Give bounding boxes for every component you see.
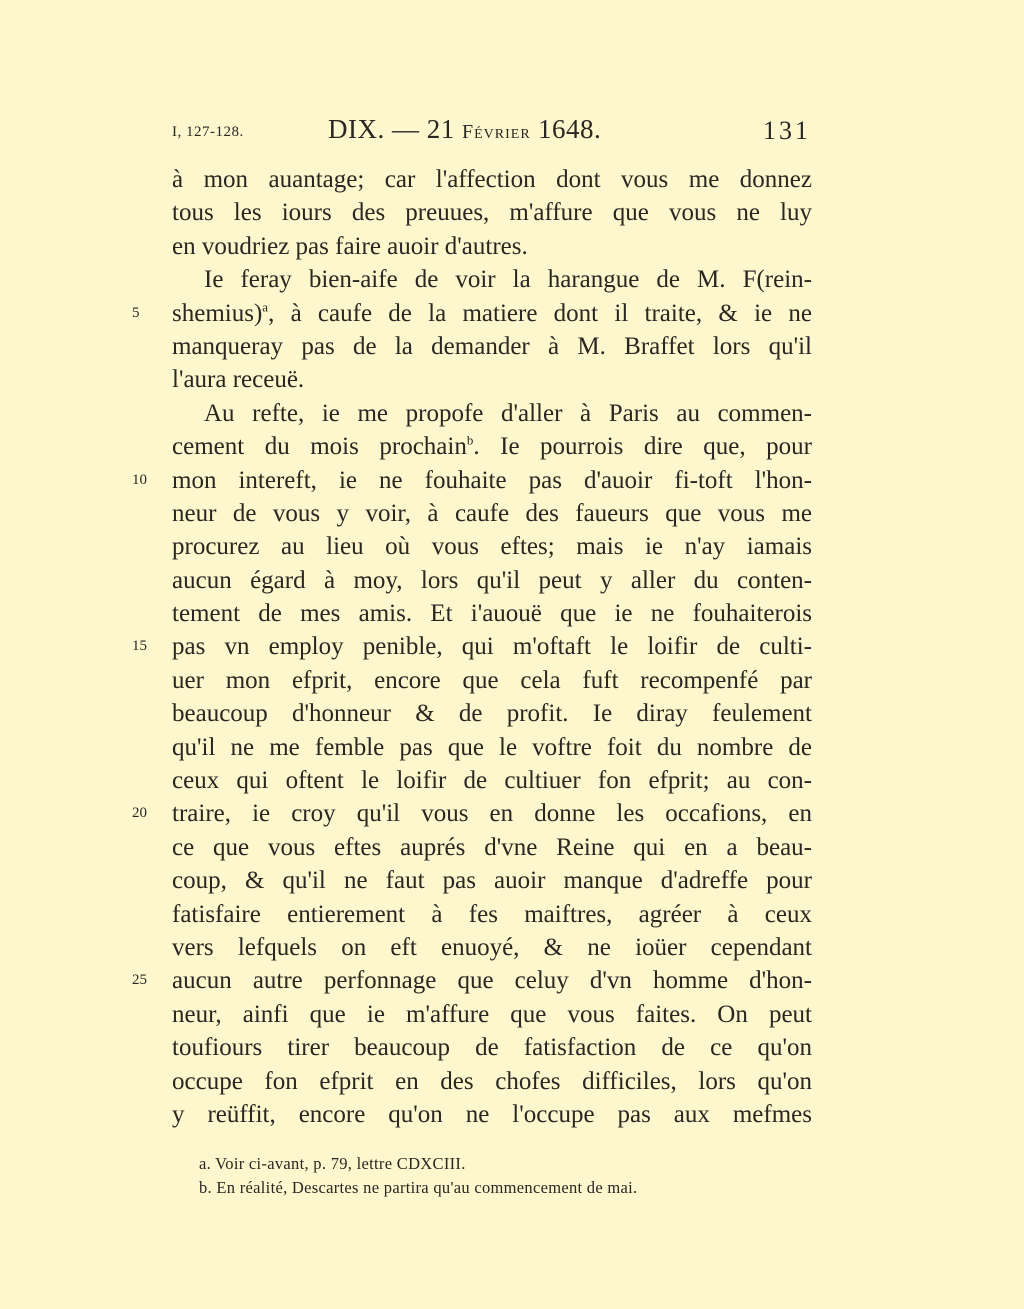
text-line-part: , à caufe de la matiere dont il traite, & ie ne	[268, 299, 812, 327]
page-number: 131	[763, 116, 811, 145]
text-line-content: qu'il ne me femble pas que le voftre foit du nombre de	[172, 733, 812, 761]
header-title	[328, 114, 601, 145]
line-number: 5	[132, 304, 140, 321]
text-line	[172, 931, 812, 964]
text-line	[172, 330, 812, 363]
text-line	[172, 664, 812, 697]
text-line-content: beaucoup d'honneur & de profit. Ie diray feulement	[172, 700, 812, 728]
text-line-content: procurez au lieu où vous eftes; mais ie n'ay iamais	[172, 533, 812, 561]
footnote-marker: b	[466, 432, 474, 448]
text-line-content: fatisfaire entierement à fes maiftres, agréer à ceux	[172, 900, 812, 928]
text-line-content: uer mon efprit, encore que cela fuft recompenfé par	[172, 666, 812, 694]
header-title-month: Février	[462, 121, 531, 143]
text-line-content: Ie feray bien-aife de voir la harangue de M. F(rein-	[204, 266, 812, 294]
text-line	[172, 1098, 812, 1131]
text-line-content: neur de vous y voir, à caufe des faueurs que vous me	[172, 499, 812, 527]
text-line	[172, 1031, 812, 1064]
header-reference: I, 127-128.	[172, 124, 244, 140]
text-line	[172, 163, 812, 196]
text-line	[172, 430, 812, 463]
text-line	[172, 564, 812, 597]
text-line	[172, 697, 812, 730]
text-line	[172, 397, 812, 430]
text-line-content: ce que vous eftes auprés d'vne Reine qui en a beau-	[172, 833, 812, 861]
text-line-content: aucun autre perfonnage que celuy d'vn homme d'hon-	[172, 967, 812, 995]
text-line	[172, 597, 812, 630]
text-line-content: en voudriez pas faire auoir d'autres.	[172, 232, 528, 260]
text-line	[172, 1065, 812, 1098]
text-line	[172, 831, 812, 864]
text-line-content: coup, & qu'il ne faut pas auoir manque d'adreffe pour	[172, 867, 812, 895]
text-line	[132, 630, 812, 663]
text-line	[172, 898, 812, 931]
text-line	[132, 964, 812, 997]
text-line	[172, 196, 812, 229]
footnote: a. Voir ci-avant, p. 79, lettre CDXCIII.	[199, 1154, 466, 1173]
text-line	[132, 464, 812, 497]
text-line	[172, 230, 812, 263]
text-line-content: mon intereft, ie ne fouhaite pas d'auoir fi-toft l'hon-	[172, 466, 812, 494]
text-line-content: ceux qui oftent le loifir de cultiuer fon efprit; au con-	[172, 767, 812, 795]
text-line-content: manqueray pas de la demander à M. Braffet lors qu'il	[172, 332, 812, 360]
text-line-content: neur, ainfi que ie m'affure que vous faites. On peut	[172, 1000, 812, 1028]
text-line-part: . Ie pourrois dire que, pour	[473, 433, 812, 461]
text-line	[172, 864, 812, 897]
line-number: 15	[132, 638, 147, 655]
text-line	[172, 731, 812, 764]
text-line-content: aucun égard à moy, lors qu'il peut y aller du conten-	[172, 566, 812, 594]
text-line-content: Au refte, ie me propofe d'aller à Paris au commen-	[204, 399, 812, 427]
text-line-content: occupe fon efprit en des chofes difficiles, lors qu'on	[172, 1067, 812, 1095]
running-header	[0, 114, 1024, 154]
text-line	[172, 263, 812, 296]
text-line	[172, 764, 812, 797]
line-number: 20	[132, 805, 147, 822]
text-line-content: tous les iours des preuues, m'affure que vous ne luy	[172, 199, 812, 227]
footnote-marker: a	[262, 299, 269, 315]
text-line	[172, 497, 812, 530]
text-line	[172, 998, 812, 1031]
letter-body	[132, 163, 812, 1131]
text-line-content: y reüffit, encore qu'on ne l'occupe pas aux mefmes	[172, 1100, 812, 1128]
text-line-part: shemius)	[172, 299, 263, 327]
text-line	[172, 530, 812, 563]
text-line-content: vers lefquels on eft enuoyé, & ne ioüer cependant	[172, 933, 812, 961]
text-line-content: toufiours tirer beaucoup de fatisfaction de ce qu'on	[172, 1034, 812, 1062]
footnote: b. En réalité, Descartes ne partira qu'au commencement de mai.	[199, 1178, 638, 1197]
text-line-content: pas vn employ penible, qui m'oftaft le loifir de culti-	[172, 633, 812, 661]
header-title-year: 1648.	[537, 114, 602, 144]
text-line	[132, 297, 812, 330]
line-number: 25	[132, 972, 147, 989]
text-line-content: tement de mes amis. Et i'auouë que ie ne fouhaiterois	[172, 600, 812, 628]
text-line	[132, 797, 812, 830]
text-line-content: à mon auantage; car l'affection dont vous me donnez	[172, 166, 812, 193]
footnotes	[199, 1152, 799, 1200]
text-line-part: cement du mois prochain	[172, 433, 467, 461]
line-number: 10	[132, 471, 147, 488]
text-line	[172, 363, 812, 396]
text-line-content: l'aura receuë.	[172, 366, 305, 394]
header-title-main: DIX. — 21	[328, 114, 455, 144]
text-line-content: traire, ie croy qu'il vous en donne les occafions, en	[172, 800, 812, 828]
